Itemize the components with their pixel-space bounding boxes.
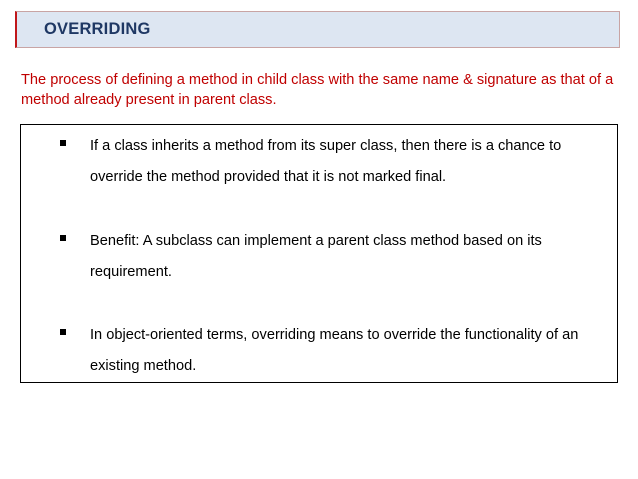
bullet-text: If a class inherits a method from its super class, then there is a chance to override the method provided that it is not marked final. <box>90 138 562 185</box>
square-bullet-icon <box>60 140 66 146</box>
content-box <box>20 124 618 383</box>
bullet-text: Benefit: A subclass can implement a parent class method based on its requirement. <box>90 233 542 280</box>
slide-title: OVERRIDING <box>44 20 151 38</box>
title-bar <box>15 11 620 48</box>
square-bullet-icon <box>60 329 66 335</box>
square-bullet-icon <box>60 235 66 241</box>
bullet-text: In object-oriented terms, overriding means to override the functionality of an existing method. <box>90 327 579 374</box>
definition-text: The process of defining a method in child class with the same name & signature as that of a method already present in parent class. <box>21 72 614 108</box>
